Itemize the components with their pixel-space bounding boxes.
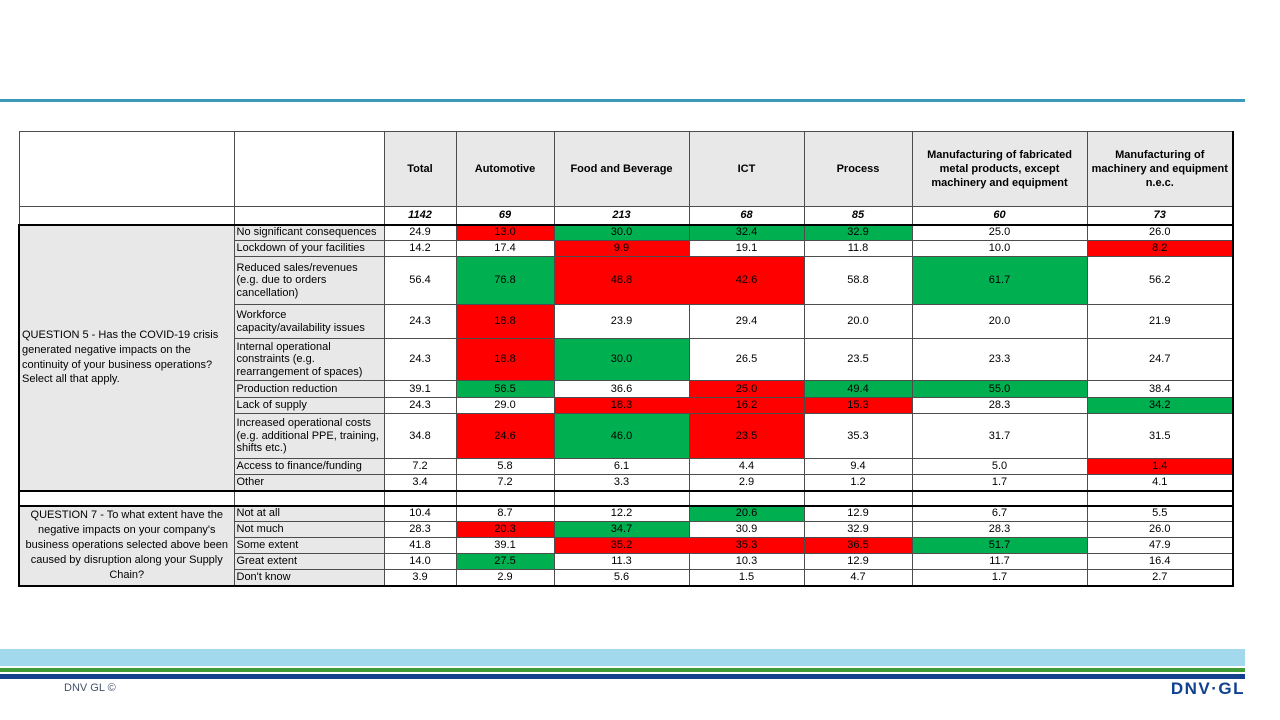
data-cell: 23.5 — [689, 414, 804, 459]
data-cell: 35.3 — [689, 538, 804, 554]
footer-stripe-green — [0, 668, 1245, 672]
data-cell: 5.6 — [554, 570, 689, 586]
data-cell: 3.4 — [384, 475, 456, 491]
data-cell: 32.9 — [804, 522, 912, 538]
data-cell: 51.7 — [912, 538, 1087, 554]
data-cell: 10.3 — [689, 554, 804, 570]
data-cell: 58.8 — [804, 257, 912, 305]
survey-results-table — [18, 131, 1234, 587]
data-cell: 11.3 — [554, 554, 689, 570]
data-cell: 56.4 — [384, 257, 456, 305]
column-header: Process — [804, 132, 912, 207]
data-cell: 21.9 — [1087, 305, 1233, 339]
data-cell: 17.4 — [456, 241, 554, 257]
data-cell: 56.2 — [1087, 257, 1233, 305]
data-cell: 8.7 — [456, 506, 554, 522]
question-cell: QUESTION 7 - To what extent have the negative impacts on your company's business operations selected above been caused by disruption along your Supply Chain? — [19, 506, 234, 586]
data-cell: 30.0 — [554, 339, 689, 381]
data-cell: 26.0 — [1087, 225, 1233, 241]
data-cell: 15.3 — [804, 398, 912, 414]
data-cell: 35.3 — [804, 414, 912, 459]
data-cell: 1.7 — [912, 475, 1087, 491]
data-cell: 6.1 — [554, 459, 689, 475]
data-cell: 1.4 — [1087, 459, 1233, 475]
header-spacer — [234, 132, 384, 207]
data-cell: 20.6 — [689, 506, 804, 522]
data-cell: 47.9 — [1087, 538, 1233, 554]
data-cell: 48.8 — [554, 257, 689, 305]
data-cell: 30.9 — [689, 522, 804, 538]
data-cell: 28.3 — [384, 522, 456, 538]
data-cell: 39.1 — [456, 538, 554, 554]
data-cell: 34.7 — [554, 522, 689, 538]
row-label: Reduced sales/revenues (e.g. due to orders cancellation) — [234, 257, 384, 305]
footer-stripe-lightblue — [0, 649, 1245, 666]
respondent-count: 60 — [912, 207, 1087, 225]
data-cell: 36.5 — [804, 538, 912, 554]
row-label: Not at all — [234, 506, 384, 522]
respondent-count: 213 — [554, 207, 689, 225]
row-label: Access to finance/funding — [234, 459, 384, 475]
data-cell: 27.5 — [456, 554, 554, 570]
data-cell: 5.8 — [456, 459, 554, 475]
data-cell: 55.0 — [912, 381, 1087, 398]
data-cell: 9.4 — [804, 459, 912, 475]
data-cell: 5.0 — [912, 459, 1087, 475]
data-cell: 1.7 — [912, 570, 1087, 586]
data-cell: 46.0 — [554, 414, 689, 459]
data-cell: 3.3 — [554, 475, 689, 491]
data-cell: 1.2 — [804, 475, 912, 491]
data-cell: 34.8 — [384, 414, 456, 459]
data-cell: 42.6 — [689, 257, 804, 305]
data-cell: 24.9 — [384, 225, 456, 241]
respondent-count: 68 — [689, 207, 804, 225]
spacer-cell — [804, 491, 912, 506]
data-cell: 39.1 — [384, 381, 456, 398]
data-cell: 16.2 — [689, 398, 804, 414]
column-header: Total — [384, 132, 456, 207]
counts-spacer — [19, 207, 234, 225]
data-cell: 9.9 — [554, 241, 689, 257]
data-cell: 2.9 — [456, 570, 554, 586]
data-cell: 4.7 — [804, 570, 912, 586]
data-cell: 10.0 — [912, 241, 1087, 257]
spacer-cell — [912, 491, 1087, 506]
data-cell: 24.3 — [384, 305, 456, 339]
dnv-gl-logo: DNV·GL — [1170, 679, 1245, 698]
data-cell: 25.0 — [689, 381, 804, 398]
data-cell: 14.0 — [384, 554, 456, 570]
data-cell: 23.5 — [804, 339, 912, 381]
data-cell: 20.3 — [456, 522, 554, 538]
data-cell: 32.4 — [689, 225, 804, 241]
spacer-cell — [1087, 491, 1233, 506]
data-cell: 12.2 — [554, 506, 689, 522]
data-cell: 16.4 — [1087, 554, 1233, 570]
column-header: Manufacturing of machinery and equipment n.e.c. — [1087, 132, 1233, 207]
data-cell: 24.7 — [1087, 339, 1233, 381]
data-cell: 6.7 — [912, 506, 1087, 522]
data-cell: 49.4 — [804, 381, 912, 398]
row-label: No significant consequences — [234, 225, 384, 241]
respondent-count: 69 — [456, 207, 554, 225]
data-cell: 13.0 — [456, 225, 554, 241]
data-cell: 7.2 — [384, 459, 456, 475]
data-cell: 32.9 — [804, 225, 912, 241]
data-cell: 2.7 — [1087, 570, 1233, 586]
data-cell: 5.5 — [1087, 506, 1233, 522]
data-cell: 41.8 — [384, 538, 456, 554]
data-cell: 24.3 — [384, 339, 456, 381]
row-label: Lack of supply — [234, 398, 384, 414]
row-label: Lockdown of your facilities — [234, 241, 384, 257]
data-cell: 56.5 — [456, 381, 554, 398]
spacer-cell — [19, 491, 234, 506]
data-cell: 3.9 — [384, 570, 456, 586]
footer-copyright: DNV GL © — [64, 682, 116, 694]
row-label: Some extent — [234, 538, 384, 554]
data-cell: 12.9 — [804, 506, 912, 522]
spacer-cell — [689, 491, 804, 506]
spacer-cell — [234, 491, 384, 506]
respondent-count: 73 — [1087, 207, 1233, 225]
column-header: ICT — [689, 132, 804, 207]
data-cell: 4.1 — [1087, 475, 1233, 491]
data-cell: 23.9 — [554, 305, 689, 339]
respondent-count: 85 — [804, 207, 912, 225]
data-cell: 30.0 — [554, 225, 689, 241]
spacer-cell — [384, 491, 456, 506]
data-cell: 18.8 — [456, 305, 554, 339]
respondent-count: 1142 — [384, 207, 456, 225]
data-cell: 18.3 — [554, 398, 689, 414]
data-cell: 11.8 — [804, 241, 912, 257]
data-cell: 29.4 — [689, 305, 804, 339]
footer-stripe-navy — [0, 674, 1245, 679]
data-cell: 19.1 — [689, 241, 804, 257]
data-cell: 25.0 — [912, 225, 1087, 241]
data-cell: 11.7 — [912, 554, 1087, 570]
data-cell: 28.3 — [912, 522, 1087, 538]
data-cell: 29.0 — [456, 398, 554, 414]
data-cell: 38.4 — [1087, 381, 1233, 398]
data-cell: 26.5 — [689, 339, 804, 381]
row-label: Great extent — [234, 554, 384, 570]
column-header: Manufacturing of fabricated metal products, except machinery and equipment — [912, 132, 1087, 207]
header-spacer — [19, 132, 234, 207]
row-label: Internal operational constraints (e.g. rearrangement of spaces) — [234, 339, 384, 381]
data-cell: 10.4 — [384, 506, 456, 522]
data-cell: 20.0 — [804, 305, 912, 339]
data-cell: 23.3 — [912, 339, 1087, 381]
data-cell: 35.2 — [554, 538, 689, 554]
spacer-cell — [554, 491, 689, 506]
data-cell: 24.3 — [384, 398, 456, 414]
data-cell: 24.6 — [456, 414, 554, 459]
row-label: Workforce capacity/availability issues — [234, 305, 384, 339]
survey-table-body — [19, 132, 1233, 586]
question-cell: QUESTION 5 - Has the COVID-19 crisis generated negative impacts on the continuity of your business operations? Select all that apply. — [19, 225, 234, 491]
row-label: Don't know — [234, 570, 384, 586]
data-cell: 76.8 — [456, 257, 554, 305]
data-cell: 18.8 — [456, 339, 554, 381]
data-cell: 34.2 — [1087, 398, 1233, 414]
data-cell: 7.2 — [456, 475, 554, 491]
data-cell: 14.2 — [384, 241, 456, 257]
data-cell: 28.3 — [912, 398, 1087, 414]
column-header: Food and Beverage — [554, 132, 689, 207]
counts-spacer — [234, 207, 384, 225]
data-cell: 12.9 — [804, 554, 912, 570]
data-cell: 4.4 — [689, 459, 804, 475]
data-cell: 8.2 — [1087, 241, 1233, 257]
row-label: Increased operational costs (e.g. additional PPE, training, shifts etc.) — [234, 414, 384, 459]
column-header: Automotive — [456, 132, 554, 207]
row-label: Not much — [234, 522, 384, 538]
spacer-cell — [456, 491, 554, 506]
data-cell: 61.7 — [912, 257, 1087, 305]
data-cell: 1.5 — [689, 570, 804, 586]
data-cell: 2.9 — [689, 475, 804, 491]
row-label: Production reduction — [234, 381, 384, 398]
data-cell: 31.7 — [912, 414, 1087, 459]
data-cell: 31.5 — [1087, 414, 1233, 459]
row-label: Other — [234, 475, 384, 491]
data-cell: 26.0 — [1087, 522, 1233, 538]
data-cell: 36.6 — [554, 381, 689, 398]
data-cell: 20.0 — [912, 305, 1087, 339]
top-divider-line — [0, 99, 1245, 102]
